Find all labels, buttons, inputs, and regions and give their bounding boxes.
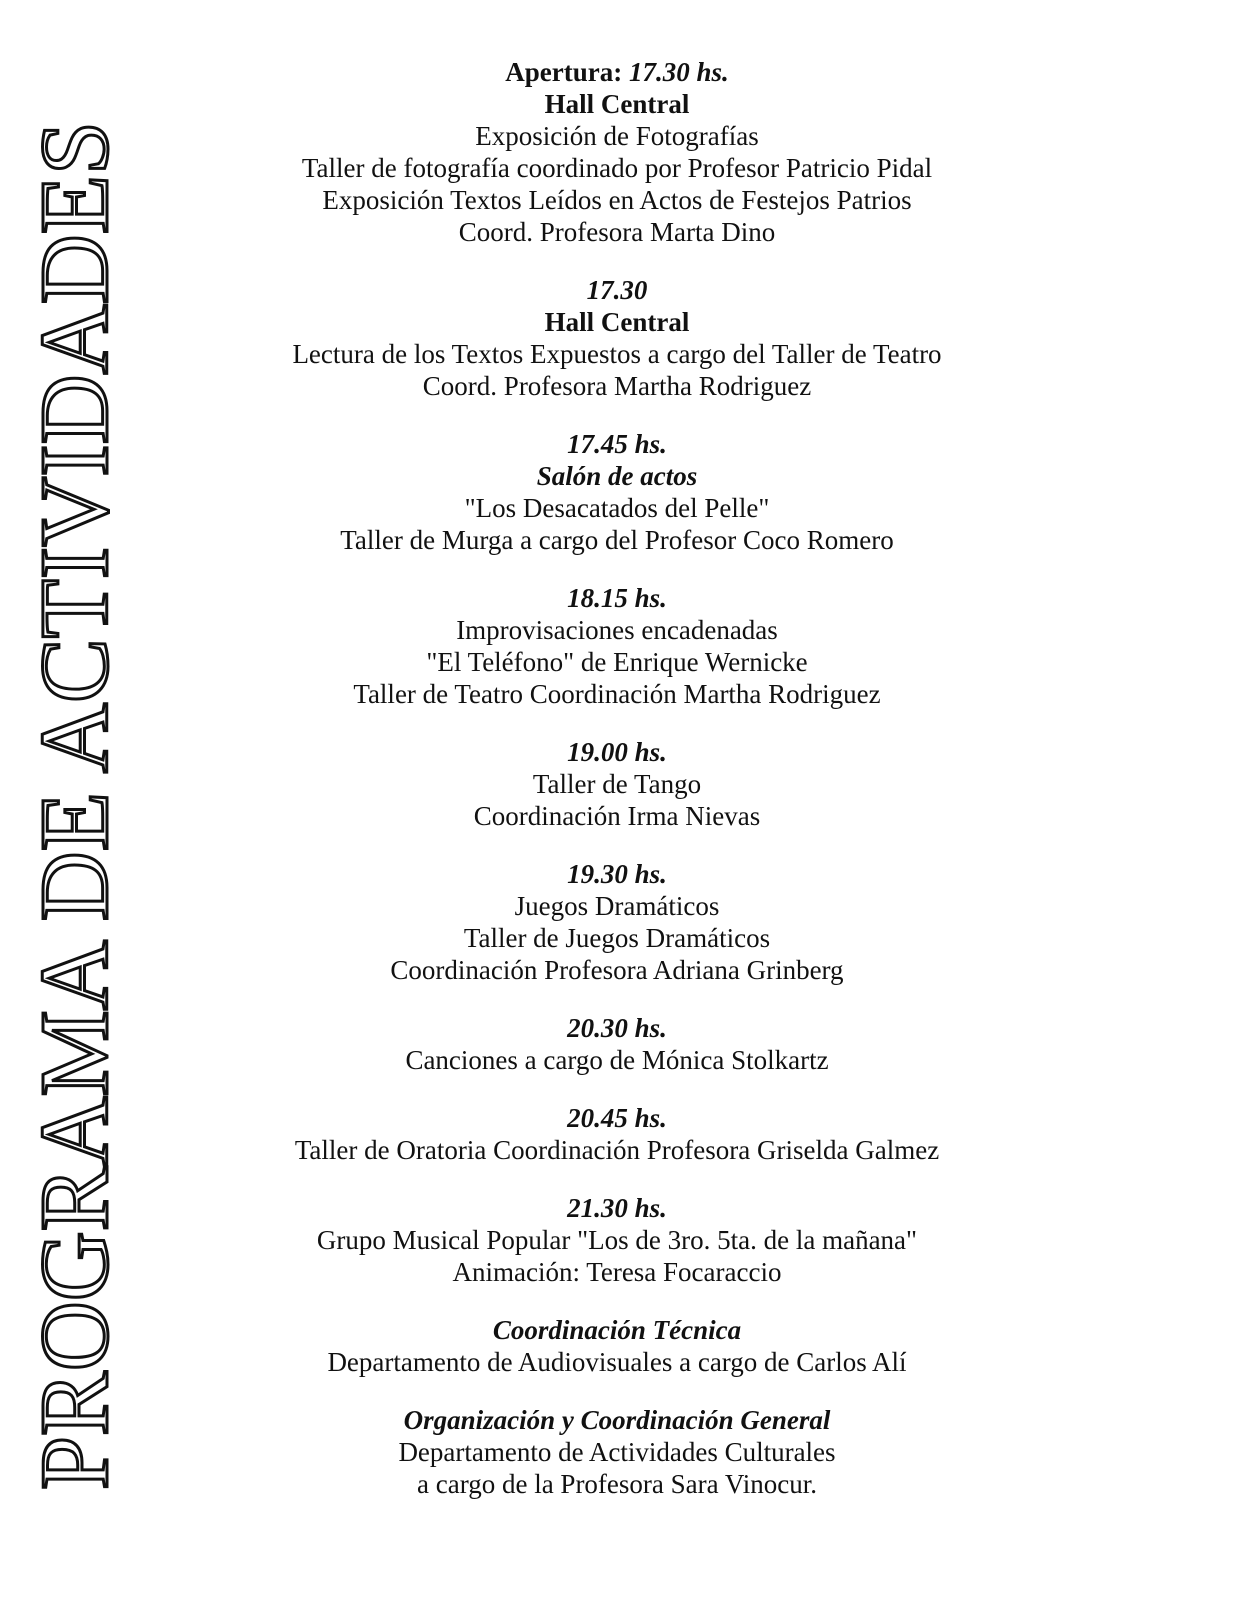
- event-time: 19.00 hs.: [567, 737, 667, 767]
- credit-line: Departamento de Audiovisuales a cargo de Carlos Alí: [327, 1347, 907, 1377]
- event-time: 20.30 hs.: [567, 1013, 667, 1043]
- event-time: 18.15 hs.: [567, 583, 667, 613]
- event-block: [232, 1012, 1002, 1076]
- event-line: Coordinación Irma Nievas: [473, 801, 761, 831]
- event-line: Grupo Musical Popular "Los de 3ro. 5ta. de la mañana": [316, 1225, 918, 1255]
- credit-title: Coordinación Técnica: [492, 1315, 742, 1345]
- credit-block: [232, 1404, 1002, 1500]
- event-line: Lectura de los Textos Expuestos a cargo del Taller de Teatro: [292, 339, 942, 369]
- event-time: 20.45 hs.: [567, 1103, 667, 1133]
- event-line: Juegos Dramáticos: [514, 891, 720, 921]
- event-block: [232, 274, 1002, 402]
- opening-heading: [232, 56, 1002, 88]
- event-line: Taller de Juegos Dramáticos: [463, 923, 771, 953]
- event-time: 21.30 hs.: [567, 1193, 667, 1223]
- event-line: Taller de Tango: [532, 769, 702, 799]
- event-line: Exposición de Fotografías: [475, 121, 759, 151]
- program-list: [232, 56, 1002, 1526]
- event-time: 17.30: [586, 275, 648, 305]
- credit-block: [232, 1314, 1002, 1378]
- event-line: Coord. Profesora Marta Dino: [458, 217, 776, 247]
- event-line: Improvisaciones encadenadas: [456, 615, 778, 645]
- event-block: [232, 736, 1002, 832]
- opening-block: [232, 56, 1002, 248]
- event-time: 19.30 hs.: [567, 859, 667, 889]
- credit-title: Organización y Coordinación General: [403, 1405, 831, 1435]
- event-line: Taller de fotografía coordinado por Profesor Patricio Pidal: [301, 153, 933, 183]
- opening-label: Apertura:: [505, 57, 623, 87]
- event-line: "El Teléfono" de Enrique Wernicke: [426, 647, 808, 677]
- credit-line: Departamento de Actividades Culturales: [398, 1437, 836, 1467]
- event-line: Canciones a cargo de Mónica Stolkartz: [405, 1045, 829, 1075]
- event-block: [232, 858, 1002, 986]
- event-line: Coord. Profesora Martha Rodriguez: [422, 371, 812, 401]
- event-line: Taller de Teatro Coordinación Martha Rodriguez: [353, 679, 881, 709]
- event-line: Taller de Murga a cargo del Profesor Coco Romero: [340, 525, 894, 555]
- event-place: Hall Central: [544, 307, 690, 337]
- event-line: Taller de Oratoria Coordinación Profesora Griselda Galmez: [294, 1135, 940, 1165]
- event-block: [232, 1102, 1002, 1166]
- event-block: [232, 1192, 1002, 1288]
- event-time: 17.45 hs.: [567, 429, 667, 459]
- event-line: "Los Desacatados del Pelle": [464, 493, 770, 523]
- event-place: Salón de actos: [536, 461, 698, 491]
- event-line: Coordinación Profesora Adriana Grinberg: [390, 955, 844, 985]
- event-block: [232, 428, 1002, 556]
- event-line: Animación: Teresa Focaraccio: [452, 1257, 782, 1287]
- opening-time: 17.30 hs.: [628, 57, 729, 87]
- event-line: Exposición Textos Leídos en Actos de Festejos Patrios: [322, 185, 912, 215]
- event-block: [232, 582, 1002, 710]
- credit-line: a cargo de la Profesora Sara Vinocur.: [417, 1469, 817, 1499]
- opening-place: Hall Central: [544, 89, 690, 119]
- vertical-title: PROGRAMA DE ACTIVIDADES: [21, 121, 128, 1490]
